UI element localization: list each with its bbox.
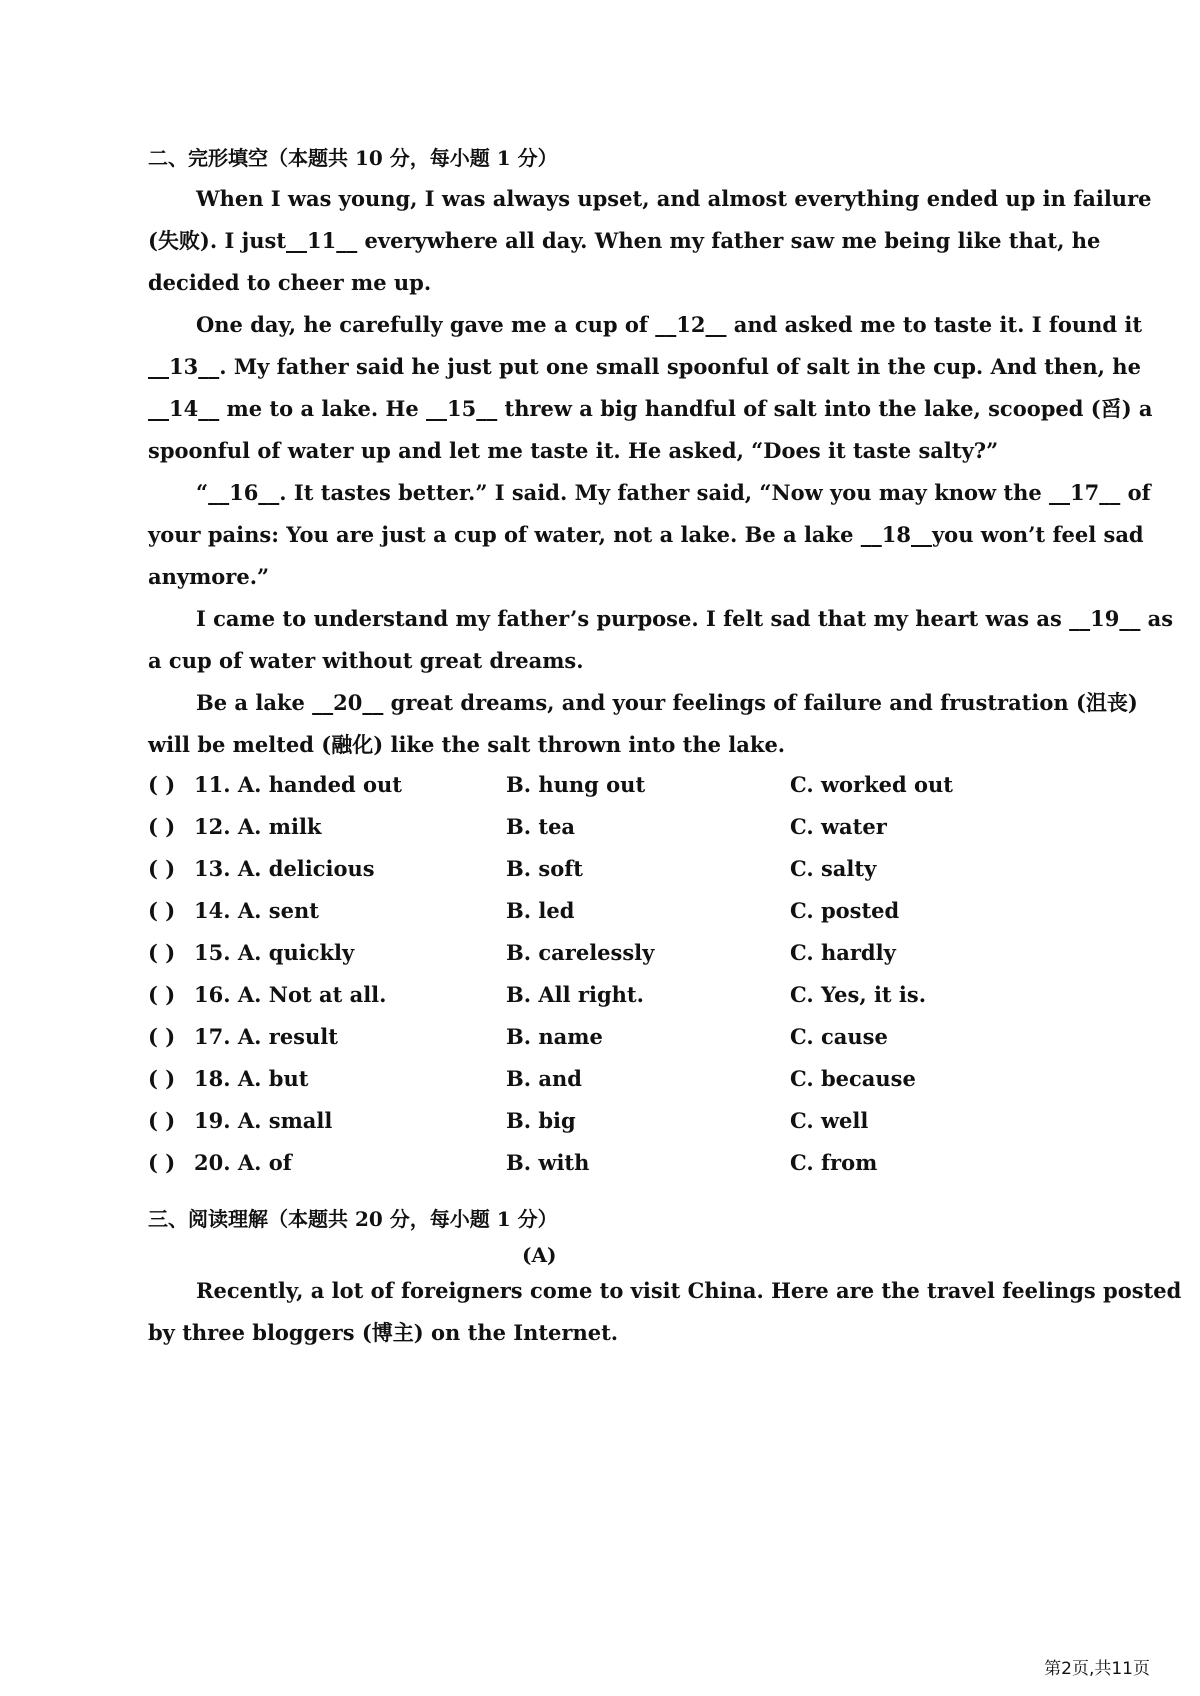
passage-line: I came to understand my father’s purpose. I felt sad that my heart was as __19__ as — [196, 606, 1174, 631]
intro-line: Recently, a lot of foreigners come to visit China. Here are the travel feelings posted — [196, 1278, 1182, 1303]
question-row — [148, 1022, 1108, 1052]
option-b: B. with — [506, 1150, 590, 1175]
passage-line: decided to cheer me up. — [148, 270, 432, 295]
option-c: C. worked out — [790, 772, 953, 797]
passage-line: (失败). I just__11__ everywhere all day. When my father saw me being like that, he — [148, 228, 1101, 253]
intro-line: by three bloggers (博主) on the Internet. — [148, 1320, 619, 1345]
option-c: C. posted — [790, 898, 900, 923]
answer-blank[interactable]: ( ) — [148, 940, 176, 965]
answer-blank[interactable]: ( ) — [148, 982, 176, 1007]
option-b: B. tea — [506, 814, 576, 839]
question-row — [148, 1148, 1108, 1178]
option-b: B. All right. — [506, 982, 644, 1007]
option-a: 17. A. result — [194, 1024, 338, 1049]
answer-blank[interactable]: ( ) — [148, 856, 176, 881]
option-c: C. from — [790, 1150, 878, 1175]
passage-line: “__16__. It tastes better.” I said. My father said, “Now you may know the __17__ of — [196, 480, 1151, 505]
option-c: C. well — [790, 1108, 869, 1133]
section2-title: 二、完形填空（本题共 10 分，每小题 1 分） — [148, 146, 558, 170]
question-row — [148, 770, 1108, 800]
question-row — [148, 980, 1108, 1010]
answer-blank[interactable]: ( ) — [148, 772, 176, 797]
answer-blank[interactable]: ( ) — [148, 814, 176, 839]
passage-line: One day, he carefully gave me a cup of __12__ and asked me to taste it. I found it — [196, 312, 1143, 337]
option-c: C. salty — [790, 856, 877, 881]
option-b: B. name — [506, 1024, 603, 1049]
passage-line: anymore.” — [148, 564, 270, 589]
option-b: B. hung out — [506, 772, 646, 797]
option-c: C. because — [790, 1066, 916, 1091]
option-b: B. soft — [506, 856, 583, 881]
option-b: B. and — [506, 1066, 582, 1091]
question-row — [148, 938, 1108, 968]
option-b: B. big — [506, 1108, 576, 1133]
question-row — [148, 1064, 1108, 1094]
section3-title: 三、阅读理解（本题共 20 分，每小题 1 分） — [148, 1207, 558, 1231]
option-c: C. water — [790, 814, 887, 839]
part-label: (A) — [522, 1243, 557, 1267]
question-row — [148, 896, 1108, 926]
option-a: 14. A. sent — [194, 898, 319, 923]
option-a: 11. A. handed out — [194, 772, 402, 797]
question-row — [148, 1106, 1108, 1136]
passage-line: will be melted (融化) like the salt thrown into the lake. — [148, 732, 786, 757]
answer-blank[interactable]: ( ) — [148, 1150, 176, 1175]
option-a: 20. A. of — [194, 1150, 292, 1175]
option-a: 16. A. Not at all. — [194, 982, 387, 1007]
option-a: 19. A. small — [194, 1108, 333, 1133]
option-c: C. cause — [790, 1024, 888, 1049]
page-number: 第2页,共11页 — [1044, 1659, 1150, 1679]
answer-blank[interactable]: ( ) — [148, 1108, 176, 1133]
option-c: C. Yes, it is. — [790, 982, 927, 1007]
passage-line: __14__ me to a lake. He __15__ threw a big handful of salt into the lake, scooped (舀) a — [148, 396, 1153, 421]
passage-line: your pains: You are just a cup of water, not a lake. Be a lake __18__you won’t feel sad — [148, 522, 1144, 547]
answer-blank[interactable]: ( ) — [148, 1024, 176, 1049]
question-row — [148, 812, 1108, 842]
question-row — [148, 854, 1108, 884]
answer-blank[interactable]: ( ) — [148, 1066, 176, 1091]
passage-line: spoonful of water up and let me taste it. He asked, “Does it taste salty?” — [148, 438, 999, 463]
passage-line: a cup of water without great dreams. — [148, 648, 584, 673]
option-c: C. hardly — [790, 940, 896, 965]
option-a: 13. A. delicious — [194, 856, 375, 881]
option-b: B. carelessly — [506, 940, 655, 965]
answer-blank[interactable]: ( ) — [148, 898, 176, 923]
option-a: 18. A. but — [194, 1066, 309, 1091]
passage-line: __13__. My father said he just put one small spoonful of salt in the cup. And then, he — [148, 354, 1141, 379]
option-a: 12. A. milk — [194, 814, 322, 839]
option-b: B. led — [506, 898, 575, 923]
option-a: 15. A. quickly — [194, 940, 355, 965]
passage-line: Be a lake __20__ great dreams, and your feelings of failure and frustration (沮丧) — [196, 690, 1138, 715]
passage-line: When I was young, I was always upset, and almost everything ended up in failure — [196, 186, 1152, 211]
